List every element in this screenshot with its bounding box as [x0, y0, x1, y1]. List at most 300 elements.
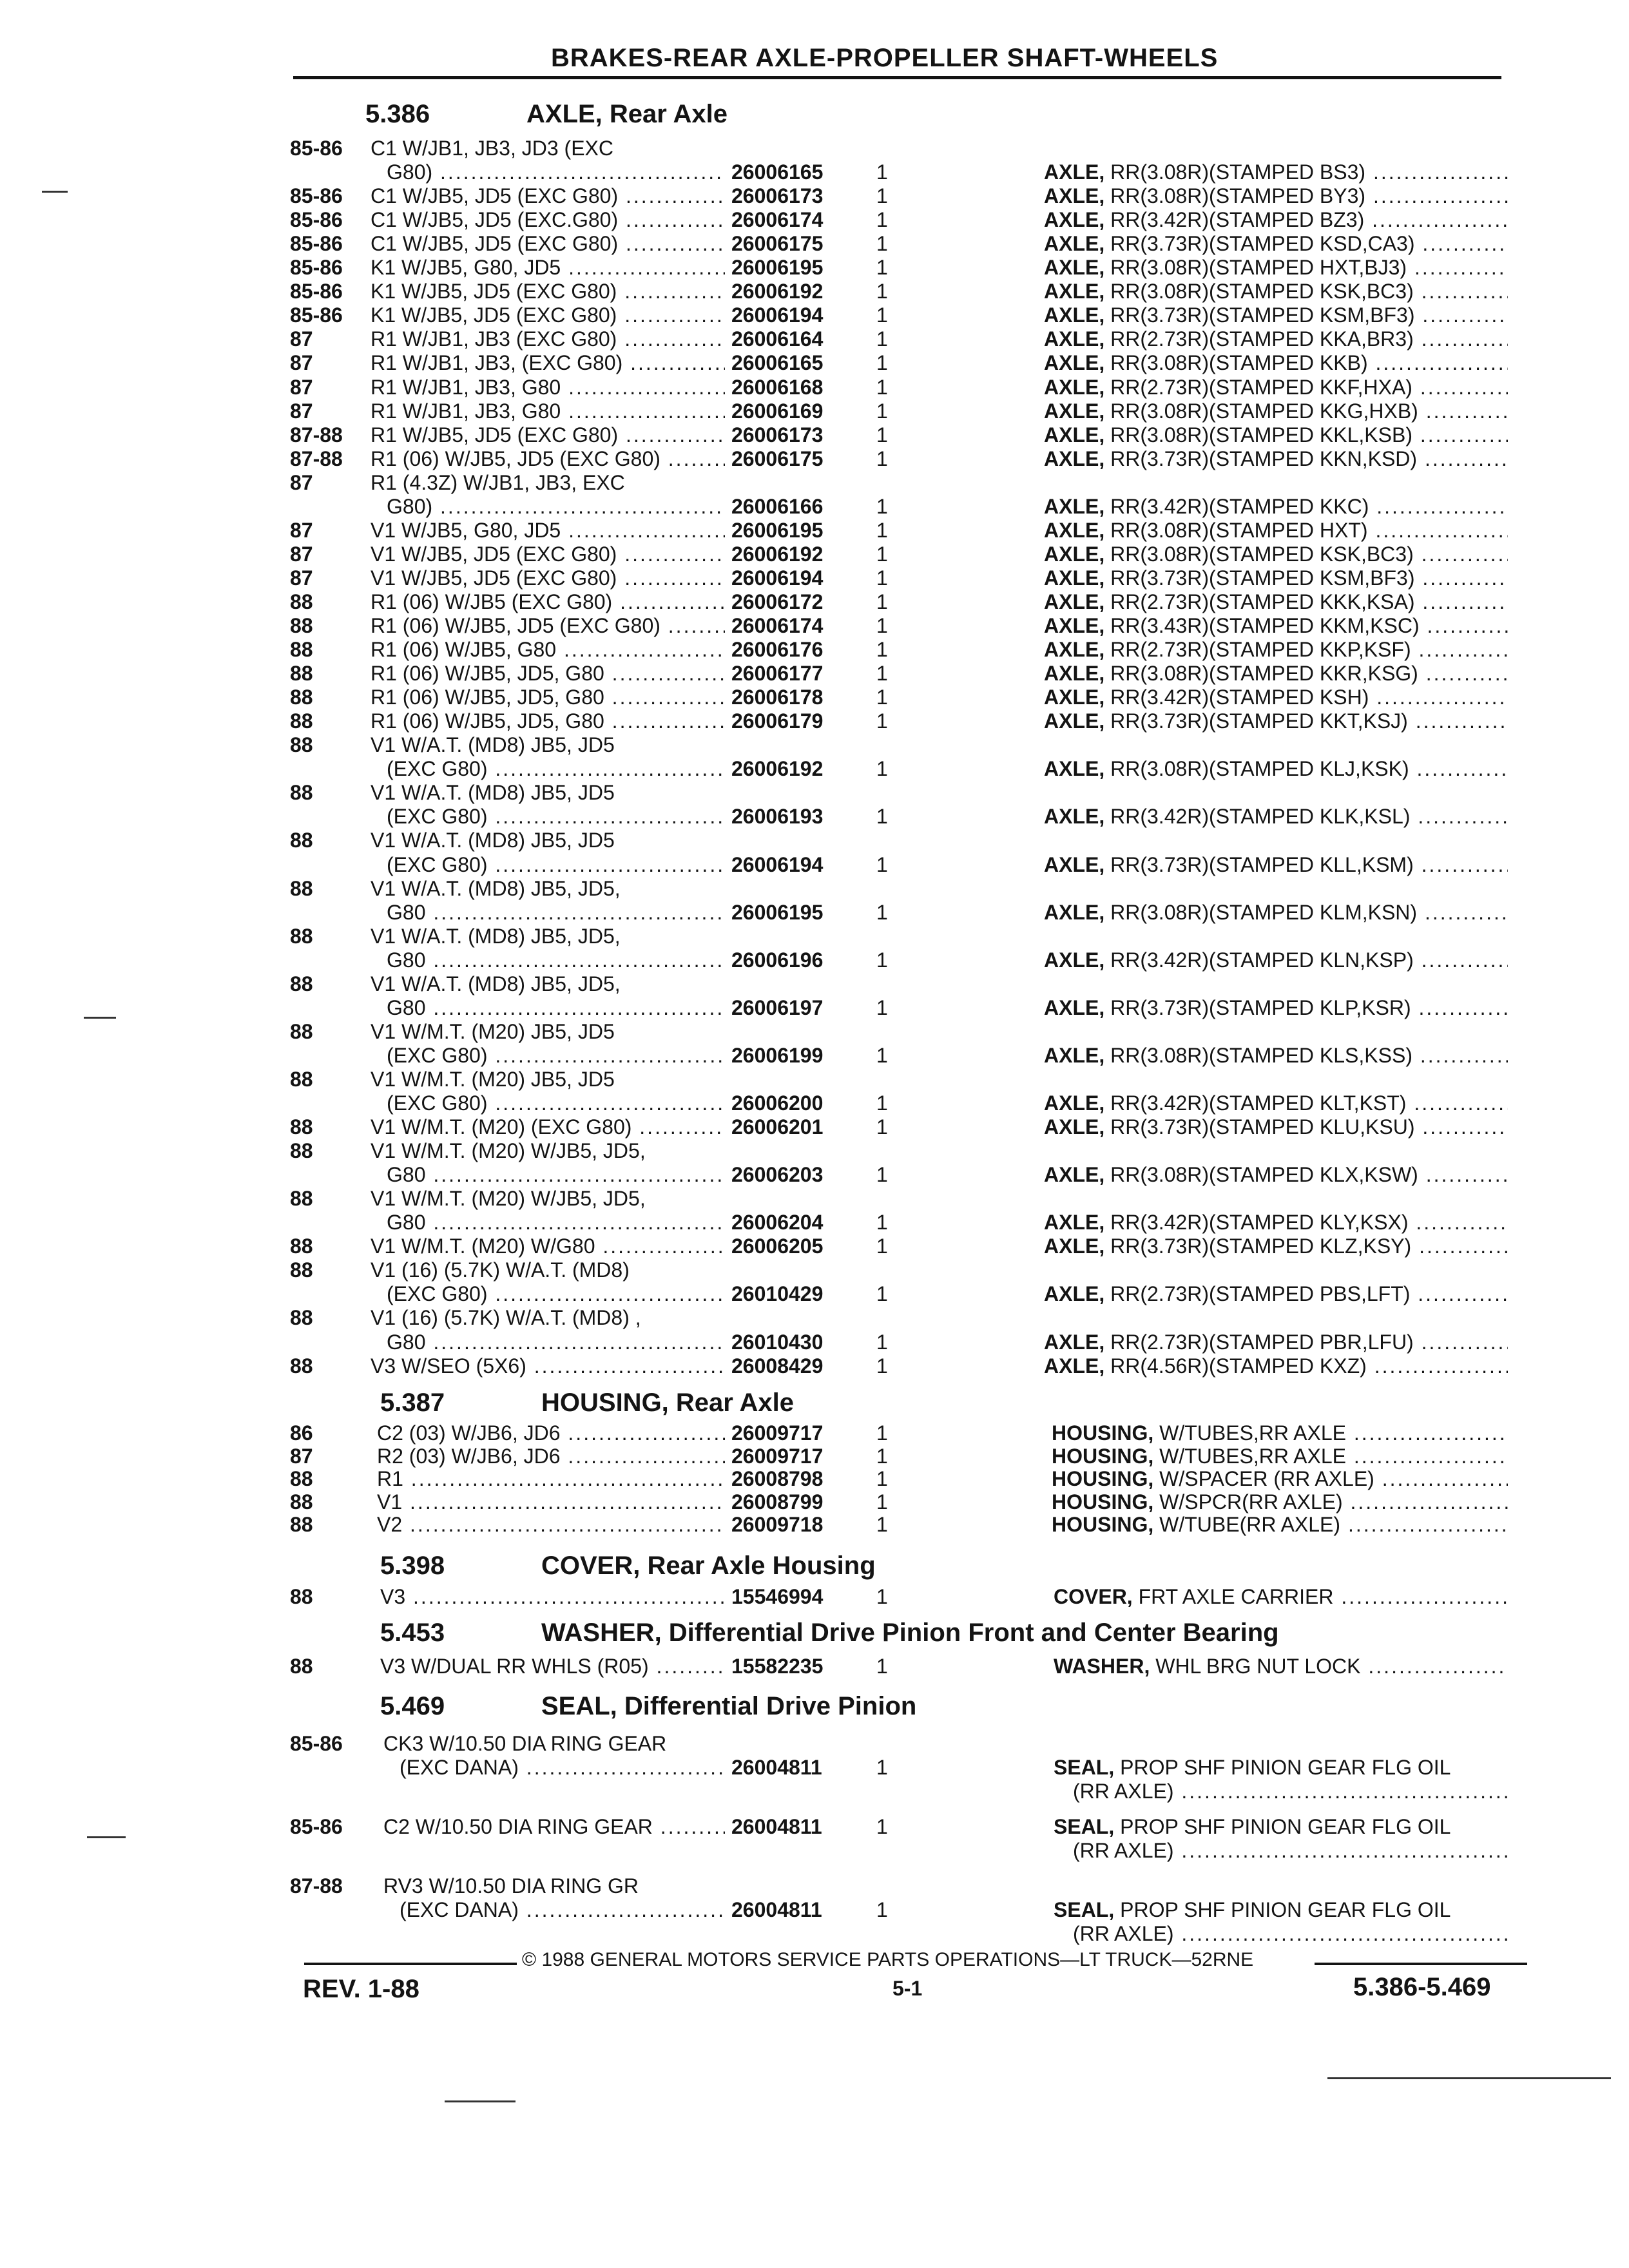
row-description-line: [0, 733, 1629, 757]
table-row: [0, 543, 1629, 566]
row-description: R1 (06) W/JB5, JD5 (EXC G80) .....: [371, 447, 725, 471]
row-description: RV3 W/10.50 DIA RING GR: [383, 1874, 639, 1898]
row-year: 87: [290, 470, 313, 494]
row-year: 88: [290, 686, 313, 709]
part-name-type: AXLE,: [1044, 614, 1105, 637]
part-name-detail: RR(3.73R)(STAMPED KKT,KSJ): [1104, 709, 1408, 733]
part-number: 26006174: [731, 614, 824, 637]
part-name: [1044, 1331, 1508, 1354]
row-name-continuation: [0, 1839, 1629, 1863]
row-description: V1 W/A.T. (MD8) JB5, JD5,: [371, 924, 621, 948]
quantity: 1: [876, 1815, 888, 1838]
part-name-detail: RR(3.73R)(STAMPED KSD,CA3): [1104, 232, 1415, 256]
row-year: 88: [290, 1306, 313, 1330]
table-row: [0, 1044, 1629, 1068]
part-name-type: AXLE,: [1044, 1043, 1105, 1067]
row-description-line: [0, 1258, 1629, 1282]
quantity: 1: [876, 351, 888, 375]
part-name-type: AXLE,: [1044, 232, 1105, 256]
part-name-detail: RR(2.73R)(STAMPED KKA,BR3): [1104, 327, 1414, 351]
part-name-continued: (RR AXLE) .....: [1073, 1839, 1508, 1863]
row-description-line: [0, 829, 1629, 852]
row-year: 88: [290, 1235, 313, 1258]
part-name-detail: W/TUBES,RR AXLE: [1153, 1421, 1346, 1445]
section-number: 5.398: [380, 1552, 445, 1580]
row-year: 85-86: [290, 184, 343, 208]
row-name-continuation: [0, 1780, 1629, 1803]
row-description: (EXC G80) .....: [387, 805, 725, 829]
part-name: [1052, 1513, 1508, 1537]
row-description: R1 (06) W/JB5, JD5, G80 .....: [371, 709, 725, 733]
part-number: 26006166: [731, 494, 824, 518]
part-name: [1044, 1163, 1508, 1187]
row-year: 88: [290, 1139, 313, 1163]
part-name-type: AXLE,: [1044, 805, 1105, 829]
part-number: 26006199: [731, 1043, 824, 1067]
part-name-detail: RR(3.08R)(STAMPED BS3): [1104, 160, 1366, 184]
section-number: 5.453: [380, 1619, 445, 1647]
part-name: [1044, 376, 1508, 399]
part-number: 26006196: [731, 948, 824, 972]
row-year: 88: [290, 781, 313, 805]
part-name: [1052, 1467, 1508, 1491]
section-title: HOUSING, Rear Axle: [541, 1389, 794, 1417]
part-name-detail: RR(3.43R)(STAMPED KKM,KSC): [1104, 614, 1420, 637]
table-row: [0, 376, 1629, 399]
part-name: [1044, 757, 1508, 781]
part-name-detail: RR(2.73R)(STAMPED KKP,KSF): [1104, 638, 1411, 662]
row-description: V1 W/A.T. (MD8) JB5, JD5,: [371, 876, 621, 900]
part-name-detail: RR(3.42R)(STAMPED KLK,KSL): [1104, 805, 1411, 829]
revision-label: REV. 1-88: [303, 1975, 419, 2003]
part-name-type: AXLE,: [1044, 662, 1105, 686]
part-number: 26006179: [731, 709, 824, 733]
part-name-type: AXLE,: [1044, 1354, 1105, 1378]
section-title: AXLE, Rear Axle: [526, 100, 728, 128]
part-name-type: AXLE,: [1044, 208, 1105, 232]
part-name: [1044, 303, 1508, 327]
footer-copyright: © 1988 GENERAL MOTORS SERVICE PARTS OPERATIONS—LT TRUCK—52RNE: [522, 1949, 1254, 1970]
row-year: 88: [290, 924, 313, 948]
part-name-detail: RR(3.08R)(STAMPED KSK,BC3): [1104, 280, 1414, 303]
row-description-line: [0, 1187, 1629, 1211]
part-name-detail: RR(3.73R)(STAMPED KKN,KSD): [1104, 447, 1418, 470]
quantity: 1: [876, 1898, 888, 1921]
row-description: G80 .....: [387, 996, 725, 1020]
part-name: [1044, 638, 1508, 662]
part-name-detail: RR(3.42R)(STAMPED KSH): [1104, 686, 1369, 709]
row-description: C1 W/JB5, JD5 (EXC.G80) .....: [371, 208, 725, 232]
part-name-detail: RR(2.73R)(STAMPED PBS,LFT): [1104, 1282, 1411, 1306]
part-number: 26010430: [731, 1330, 824, 1354]
part-number: 26009717: [731, 1444, 824, 1468]
part-name: [1044, 1211, 1508, 1235]
page-number: 5-1: [892, 1977, 923, 2000]
part-name: [1054, 1585, 1508, 1609]
row-year: 85-86: [290, 1815, 343, 1838]
part-name-type: AXLE,: [1044, 757, 1105, 781]
part-name-type: AXLE,: [1044, 638, 1105, 662]
row-description: V1 W/M.T. (M20) (EXC G80) .....: [371, 1115, 725, 1139]
row-year: 87: [290, 518, 313, 542]
row-year: 88: [290, 1187, 313, 1211]
table-row: [0, 399, 1629, 423]
part-name-type: AXLE,: [1044, 160, 1105, 184]
table-row: [0, 996, 1629, 1020]
quantity: 1: [876, 709, 888, 733]
quantity: 1: [876, 1655, 888, 1678]
part-name-detail: W/TUBE(RR AXLE): [1153, 1513, 1341, 1536]
part-name: [1044, 1044, 1508, 1068]
quantity: 1: [876, 542, 888, 566]
row-description: G80 .....: [387, 901, 725, 925]
row-year: 87: [290, 399, 313, 423]
row-year: 85-86: [290, 232, 343, 256]
quantity: 1: [876, 1467, 888, 1490]
footer-rule-right: [1315, 1963, 1527, 1965]
row-description: C1 W/JB5, JD5 (EXC G80) .....: [371, 184, 725, 208]
table-row: [0, 495, 1629, 519]
part-name-type: AXLE,: [1044, 1163, 1105, 1187]
quantity: 1: [876, 566, 888, 590]
row-description: R1 W/JB1, JB3, (EXC G80) .....: [371, 351, 725, 375]
table-row: [0, 1513, 1629, 1537]
quantity: 1: [876, 423, 888, 447]
table-row: [0, 280, 1629, 303]
row-description: C2 (03) W/JB6, JD6 .....: [377, 1421, 725, 1445]
row-description: V1 W/M.T. (M20) W/JB5, JD5,: [371, 1187, 646, 1211]
section-title: SEAL, Differential Drive Pinion: [541, 1692, 917, 1720]
quantity: 1: [876, 1115, 888, 1139]
part-name-type: AXLE,: [1044, 686, 1105, 709]
part-number: 26008429: [731, 1354, 824, 1378]
table-row: [0, 1756, 1629, 1780]
part-name-detail: RR(3.08R)(STAMPED HXT): [1104, 518, 1368, 542]
part-name: [1044, 256, 1508, 280]
part-name: [1044, 1282, 1508, 1306]
part-name: [1044, 805, 1508, 829]
table-row: [0, 1815, 1629, 1839]
part-name-detail: RR(3.08R)(STAMPED BY3): [1104, 184, 1366, 208]
row-description: (EXC G80) .....: [387, 1091, 725, 1115]
part-name-type: SEAL,: [1054, 1815, 1115, 1838]
row-year: 88: [290, 876, 313, 900]
part-name: [1052, 1421, 1508, 1445]
row-year: 88: [290, 1115, 313, 1139]
part-name: [1054, 1756, 1508, 1780]
row-year: 88: [290, 972, 313, 995]
quantity: 1: [876, 184, 888, 208]
table-row: [0, 566, 1629, 590]
part-name-detail: RR(3.73R)(STAMPED KLU,KSU): [1104, 1115, 1415, 1139]
part-number: 26006197: [731, 995, 824, 1019]
table-row: [0, 256, 1629, 280]
part-number: 26006172: [731, 590, 824, 613]
table-row: [0, 351, 1629, 375]
row-year: 87: [290, 327, 313, 351]
row-description-line: [0, 1306, 1629, 1330]
part-name-type: AXLE,: [1044, 900, 1105, 924]
part-name: [1044, 423, 1508, 447]
row-description: R1 W/JB1, JB3, G80 .....: [371, 376, 725, 399]
row-description: V1 W/A.T. (MD8) JB5, JD5: [371, 829, 615, 852]
quantity: 1: [876, 303, 888, 327]
table-row: [0, 1354, 1629, 1378]
part-number: 26006173: [731, 184, 824, 208]
table-row: [0, 303, 1629, 327]
part-name-detail: RR(3.42R)(STAMPED BZ3): [1104, 208, 1365, 232]
quantity: 1: [876, 447, 888, 470]
part-name-type: AXLE,: [1044, 447, 1105, 470]
quantity: 1: [876, 256, 888, 280]
part-name-type: AXLE,: [1044, 256, 1105, 280]
margin-mark: [42, 191, 68, 193]
part-name-detail: FRT AXLE CARRIER: [1132, 1585, 1334, 1608]
part-name-type: AXLE,: [1044, 1282, 1105, 1306]
quantity: 1: [876, 232, 888, 256]
row-description-line: [0, 972, 1629, 996]
part-name-detail: RR(3.42R)(STAMPED KLT,KST): [1104, 1091, 1407, 1115]
part-name-type: AXLE,: [1044, 1115, 1105, 1139]
row-description: V1 W/A.T. (MD8) JB5, JD5: [371, 733, 615, 757]
part-number: 26006195: [731, 256, 824, 280]
row-description: R1 (06) W/JB5, G80 .....: [371, 638, 725, 662]
part-name-detail: RR(2.73R)(STAMPED PBR,LFU): [1104, 1330, 1414, 1354]
row-description-line: [0, 1020, 1629, 1044]
row-description: V1 W/JB5, JD5 (EXC G80) .....: [371, 543, 725, 566]
row-year: 88: [290, 638, 313, 662]
row-description: V3 W/DUAL RR WHLS (R05) .....: [380, 1655, 725, 1678]
part-number: 26006174: [731, 208, 824, 232]
quantity: 1: [876, 1235, 888, 1258]
part-name-detail: PROP SHF PINION GEAR FLG OIL: [1114, 1898, 1451, 1921]
row-year: 88: [290, 1513, 313, 1536]
part-number: 26010429: [731, 1282, 824, 1306]
part-name-type: AXLE,: [1044, 303, 1105, 327]
quantity: 1: [876, 1354, 888, 1378]
part-name-detail: RR(3.42R)(STAMPED KLY,KSX): [1104, 1211, 1409, 1235]
part-number: 26006195: [731, 900, 824, 924]
part-name-detail: RR(3.73R)(STAMPED KSM,BF3): [1104, 303, 1415, 327]
table-row: [0, 590, 1629, 614]
part-name: [1044, 662, 1508, 686]
part-name-type: AXLE,: [1044, 948, 1105, 972]
row-description: V1 (16) (5.7K) W/A.T. (MD8) ,: [371, 1306, 641, 1330]
part-name-detail: RR(3.08R)(STAMPED KLM,KSN): [1104, 900, 1418, 924]
row-year: 88: [290, 590, 313, 613]
part-name-type: WASHER,: [1054, 1655, 1150, 1678]
quantity: 1: [876, 327, 888, 351]
table-row: [0, 184, 1629, 208]
margin-mark: [1327, 2077, 1611, 2079]
table-row: [0, 208, 1629, 232]
quantity: 1: [876, 1282, 888, 1306]
row-description: C2 W/10.50 DIA RING GEAR .....: [383, 1815, 725, 1839]
table-row: [0, 327, 1629, 351]
row-year: 87: [290, 375, 313, 399]
part-number: 26006168: [731, 375, 824, 399]
quantity: 1: [876, 995, 888, 1019]
part-name: [1044, 399, 1508, 423]
row-description: V1 (16) (5.7K) W/A.T. (MD8): [371, 1258, 630, 1282]
part-number: 26008799: [731, 1490, 824, 1514]
table-row: [0, 232, 1629, 256]
part-name-type: HOUSING,: [1052, 1467, 1154, 1490]
part-number: 26006201: [731, 1115, 824, 1139]
part-name: [1044, 566, 1508, 590]
row-description: G80) .....: [387, 160, 725, 184]
part-number: 26006173: [731, 423, 824, 447]
part-name-type: AXLE,: [1044, 590, 1105, 613]
part-name-detail: RR(4.56R)(STAMPED KXZ): [1104, 1354, 1367, 1378]
table-row: [0, 1282, 1629, 1306]
part-name-detail: RR(3.08R)(STAMPED KLS,KSS): [1104, 1043, 1412, 1067]
part-name-type: AXLE,: [1044, 1235, 1105, 1258]
table-row: [0, 1445, 1629, 1468]
table-row: [0, 1211, 1629, 1235]
part-number: 26006194: [731, 566, 824, 590]
part-name-continued: (RR AXLE) .....: [1073, 1780, 1508, 1803]
part-name-detail: RR(3.08R)(STAMPED KKR,KSG): [1104, 662, 1418, 686]
row-year: 88: [290, 1258, 313, 1282]
table-row: [0, 853, 1629, 877]
page-title: BRAKES-REAR AXLE-PROPELLER SHAFT-WHEELS: [551, 44, 1219, 72]
table-row: [0, 519, 1629, 543]
part-name: [1044, 614, 1508, 638]
quantity: 1: [876, 638, 888, 662]
table-row: [0, 1467, 1629, 1491]
row-description: V1 W/M.T. (M20) W/JB5, JD5,: [371, 1139, 646, 1163]
part-name-detail: RR(3.08R)(STAMPED KKG,HXB): [1104, 399, 1418, 423]
quantity: 1: [876, 1163, 888, 1187]
table-row: [0, 1585, 1629, 1609]
section-range: 5.386-5.469: [1353, 1973, 1491, 2001]
part-name: [1044, 1235, 1508, 1258]
row-year: 85-86: [290, 303, 343, 327]
quantity: 1: [876, 852, 888, 876]
part-number: 26006165: [731, 160, 824, 184]
footer-rule-left: [304, 1963, 517, 1965]
quantity: 1: [876, 518, 888, 542]
part-name-type: COVER,: [1054, 1585, 1133, 1608]
quantity: 1: [876, 757, 888, 781]
row-description: V1 W/JB5, JD5 (EXC G80) .....: [371, 566, 725, 590]
part-name-type: AXLE,: [1044, 1330, 1105, 1354]
part-name-detail: RR(3.08R)(STAMPED KLJ,KSK): [1104, 757, 1409, 781]
table-row: [0, 1163, 1629, 1187]
part-name-type: AXLE,: [1044, 518, 1105, 542]
part-name-detail: RR(3.08R)(STAMPED KSK,BC3): [1104, 542, 1414, 566]
section-number: 5.469: [380, 1692, 445, 1720]
row-description: (EXC G80) .....: [387, 853, 725, 877]
quantity: 1: [876, 1585, 888, 1608]
row-description-line: [0, 1874, 1629, 1898]
part-name-detail: W/SPACER (RR AXLE): [1153, 1467, 1374, 1490]
part-name: [1044, 1115, 1508, 1139]
row-description: K1 W/JB5, JD5 (EXC G80) .....: [371, 280, 725, 303]
part-name-detail: RR(3.42R)(STAMPED KLN,KSP): [1104, 948, 1414, 972]
row-description-line: [0, 1732, 1629, 1756]
margin-mark: [87, 1836, 126, 1838]
row-description: R1 (06) W/JB5, JD5, G80 .....: [371, 686, 725, 709]
row-description-line: [0, 1068, 1629, 1091]
part-name-detail: PROP SHF PINION GEAR FLG OIL: [1114, 1815, 1451, 1838]
part-name: [1044, 948, 1508, 972]
row-description: R1 .....: [377, 1467, 725, 1491]
row-year: 88: [290, 829, 313, 852]
table-row: [0, 1655, 1629, 1678]
row-year: 88: [290, 1585, 313, 1608]
table-row: [0, 423, 1629, 447]
part-number: 26006175: [731, 232, 824, 256]
part-number: 26006169: [731, 399, 824, 423]
row-year: 88: [290, 662, 313, 686]
table-row: [0, 709, 1629, 733]
quantity: 1: [876, 208, 888, 232]
row-description: (EXC G80) .....: [387, 1044, 725, 1068]
row-description: (EXC DANA) .....: [400, 1898, 725, 1922]
section-title: WASHER, Differential Drive Pinion Front and Center Bearing: [541, 1619, 1279, 1647]
quantity: 1: [876, 590, 888, 613]
quantity: 1: [876, 160, 888, 184]
part-name-type: AXLE,: [1044, 184, 1105, 208]
part-name: [1044, 590, 1508, 614]
part-name-detail: RR(3.73R)(STAMPED KLP,KSR): [1104, 995, 1411, 1019]
part-number: 26006192: [731, 757, 824, 781]
part-number: 26006192: [731, 280, 824, 303]
part-number: 15546994: [731, 1585, 824, 1608]
part-number: 26004811: [731, 1756, 822, 1779]
row-year: 88: [290, 1490, 313, 1514]
row-year: 88: [290, 1019, 313, 1043]
part-number: 26008798: [731, 1467, 824, 1490]
row-description: CK3 W/10.50 DIA RING GEAR: [383, 1732, 667, 1755]
row-year: 87: [290, 542, 313, 566]
quantity: 1: [876, 1091, 888, 1115]
section-number: 5.387: [380, 1389, 445, 1417]
part-name: [1044, 232, 1508, 256]
part-name-detail: RR(3.08R)(STAMPED HXT,BJ3): [1104, 256, 1407, 280]
table-row: [0, 1331, 1629, 1354]
part-name-detail: RR(3.73R)(STAMPED KLL,KSM): [1104, 852, 1414, 876]
part-name-type: AXLE,: [1044, 709, 1105, 733]
quantity: 1: [876, 399, 888, 423]
part-number: 26006194: [731, 303, 824, 327]
part-name: [1054, 1655, 1508, 1678]
part-number: 26006164: [731, 327, 824, 351]
part-name-detail: RR(3.73R)(STAMPED KLZ,KSY): [1104, 1235, 1412, 1258]
row-description: C1 W/JB1, JB3, JD3 (EXC: [371, 137, 613, 160]
part-name: [1044, 351, 1508, 375]
part-number: 26004811: [731, 1898, 822, 1921]
part-name: [1052, 1490, 1508, 1514]
part-number: 26006203: [731, 1163, 824, 1187]
quantity: 1: [876, 948, 888, 972]
quantity: 1: [876, 1444, 888, 1468]
part-number: 26006178: [731, 686, 824, 709]
row-year: 85-86: [290, 1732, 343, 1755]
row-description: R1 W/JB1, JB3 (EXC G80) .....: [371, 327, 725, 351]
part-name: [1044, 280, 1508, 303]
part-name-type: AXLE,: [1044, 351, 1105, 375]
row-name-continuation: [0, 1922, 1629, 1946]
part-name-type: AXLE,: [1044, 375, 1105, 399]
part-number: 26006205: [731, 1235, 824, 1258]
margin-mark: [445, 2100, 516, 2102]
quantity: 1: [876, 1756, 888, 1779]
part-name: [1044, 1354, 1508, 1378]
row-year: 88: [290, 1655, 313, 1678]
